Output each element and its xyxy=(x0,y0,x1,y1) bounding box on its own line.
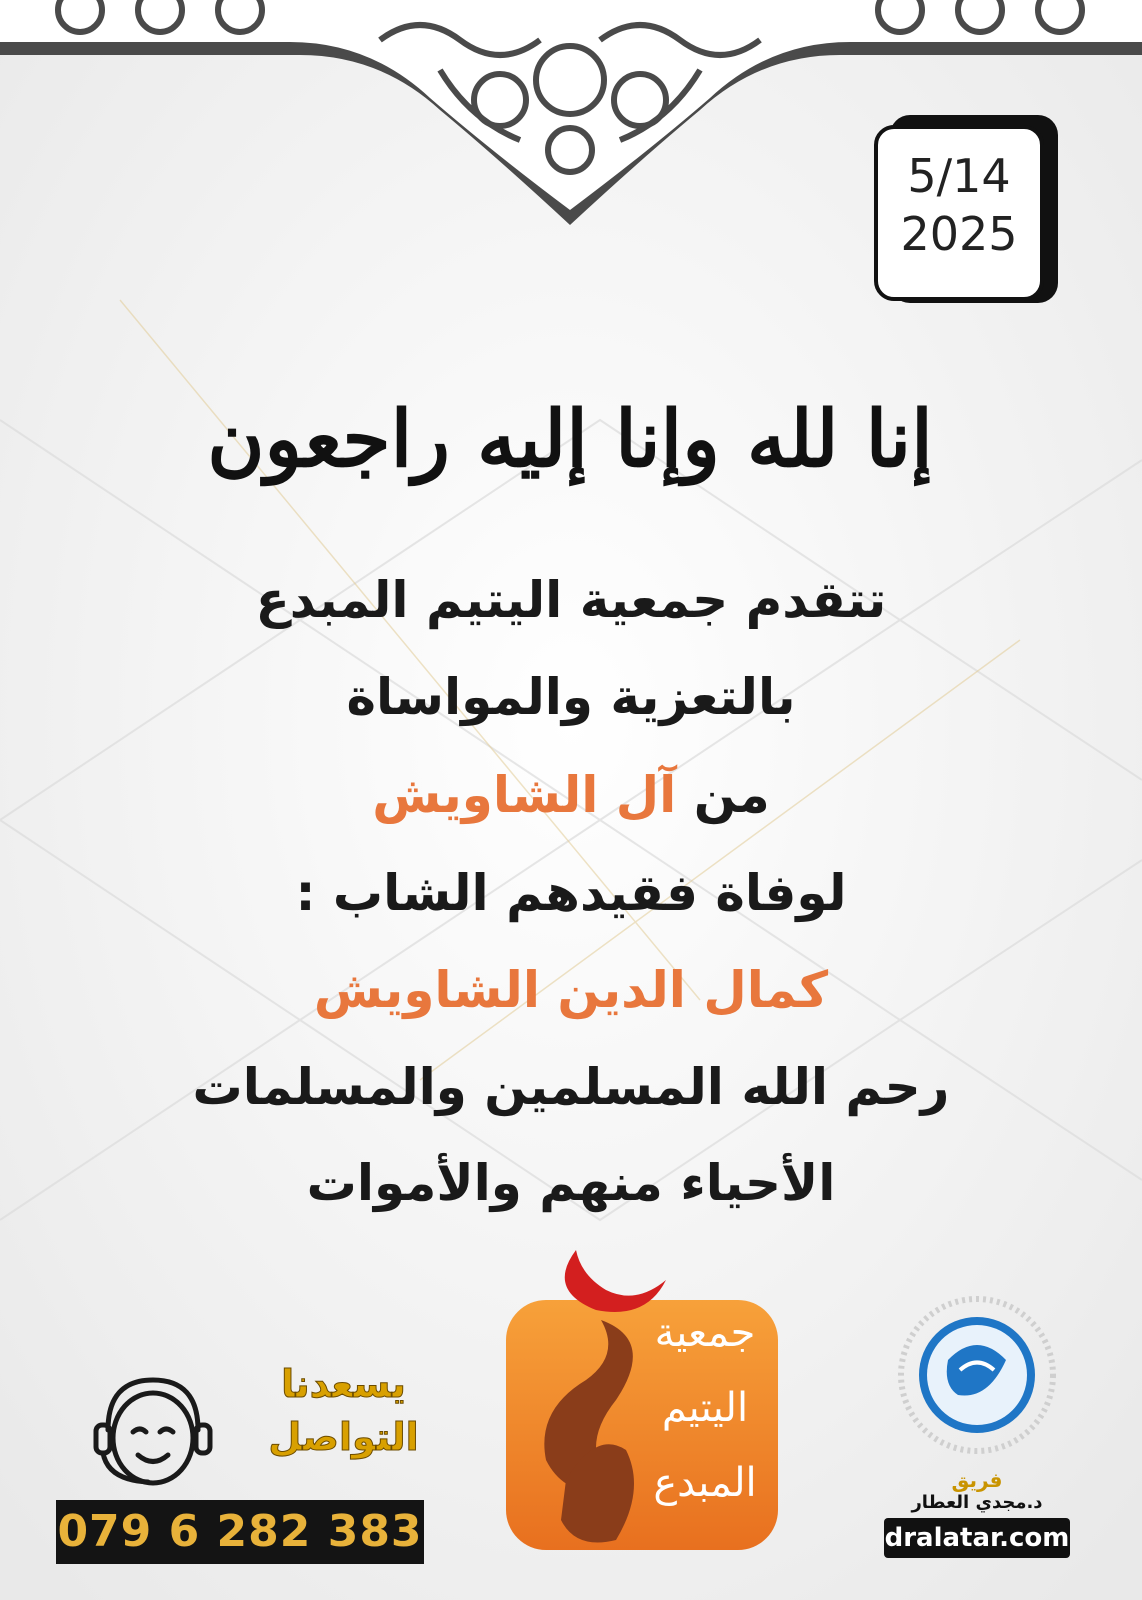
message-line-6: رحم الله المسلمين والمسلمات xyxy=(192,1058,950,1116)
logo-text-line-1: جمعية xyxy=(654,1310,756,1356)
date-day-month: 5/14 xyxy=(907,149,1011,203)
message-line-4: لوفاة فقيدهم الشاب : xyxy=(295,864,847,922)
logo-text-line-3: المبدع xyxy=(653,1460,757,1506)
message-line-2: بالتعزية والمواساة xyxy=(346,668,796,726)
team-doctor-name: د.مجدي العطار xyxy=(911,1492,1043,1513)
support-agent-icon xyxy=(78,1370,228,1490)
date-badge xyxy=(874,115,1058,310)
message-line-1: تتقدم جمعية اليتيم المبدع xyxy=(255,571,887,629)
contact-block xyxy=(56,1362,446,1570)
message-line-7: الأحياء منهم والأموات xyxy=(306,1154,836,1212)
phone-number[interactable]: 079 6 282 383 xyxy=(56,1500,424,1564)
message-line-3-prefix: من xyxy=(693,766,770,824)
family-name: آل الشاويش xyxy=(372,766,677,824)
date-card xyxy=(874,125,1044,301)
deceased-name: كمال الدين الشاويش xyxy=(313,961,829,1019)
team-label: فريق xyxy=(951,1468,1003,1492)
message-line-3 xyxy=(80,760,1062,830)
contact-text-line-2: التواصل xyxy=(268,1415,419,1459)
date-year: 2025 xyxy=(900,207,1018,261)
quran-verse-calligraphy: إنا لله وإنا إليه راجعون xyxy=(207,394,933,485)
team-website-link[interactable]: dralatar.com xyxy=(884,1518,1070,1558)
logo-text-line-2: اليتيم xyxy=(661,1385,749,1431)
contact-text-line-1: يسعدنا xyxy=(281,1362,406,1406)
